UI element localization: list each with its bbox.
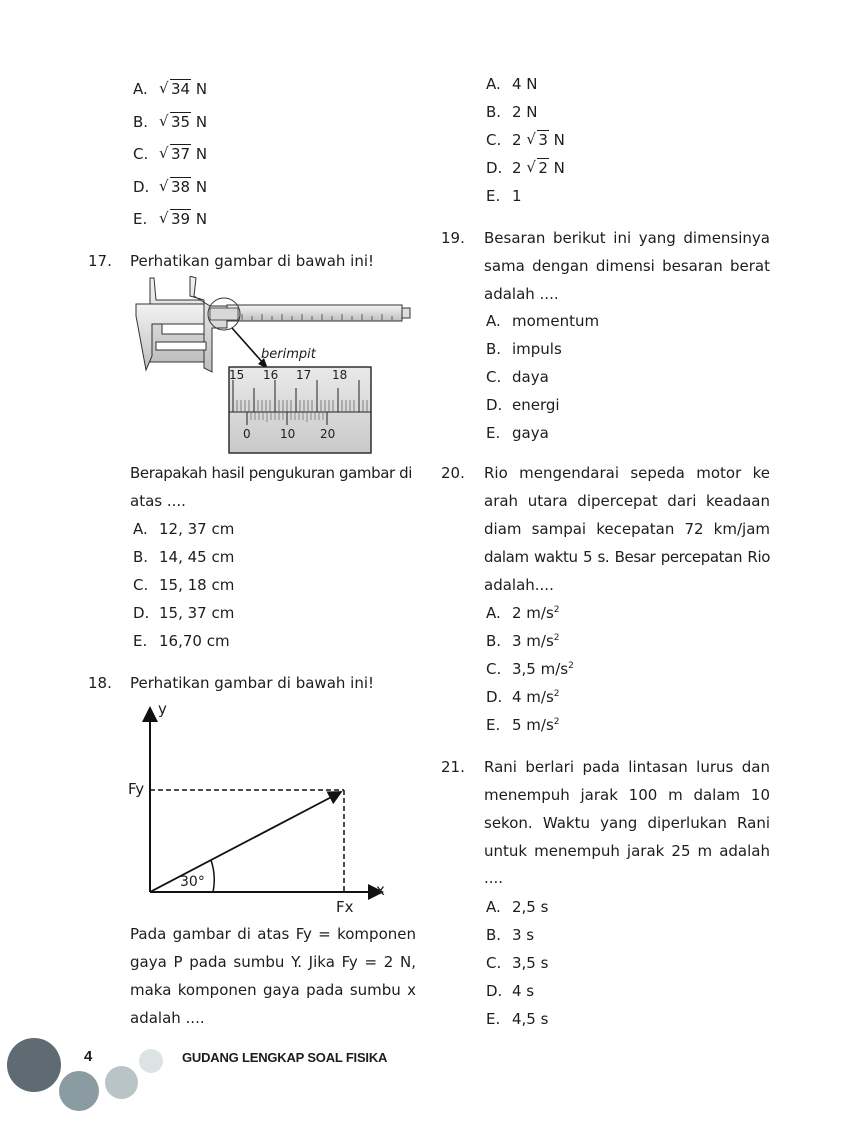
page-number: 4 (84, 1048, 93, 1065)
q17-number: 17. (88, 252, 112, 270)
sqrt-symbol: √ 35 (159, 112, 191, 132)
x-axis-label: x (376, 881, 385, 899)
sqrt-symbol: √ 2 (526, 158, 549, 178)
sqrt-symbol: √ 39 (159, 209, 191, 229)
q20-text-line: Rio mengendarai sepeda motor ke (484, 464, 770, 482)
vernier-caliper-figure (132, 276, 417, 456)
decorative-circle-icon (7, 1038, 61, 1092)
q18-option-d: D. 2 √ 2 N (486, 158, 565, 178)
decorative-circle-icon (105, 1066, 138, 1099)
q20-text-line: adalah.... (484, 576, 554, 594)
q17-question-line: Berapakah hasil pengukuran gambar di (130, 464, 413, 482)
q20-option-c: C. 3,5 $m/s^2$ (486, 660, 574, 678)
q17-option-c: C. 15, 18 cm (133, 576, 235, 594)
sqrt-symbol: √ 34 (159, 79, 191, 99)
q20-option-a: A. 2 $m/s^2$ (486, 604, 560, 622)
q18-text-line: gaya P pada sumbu Y. Jika Fy = 2 N, (130, 953, 416, 971)
sqrt-symbol: √ 37 (159, 144, 191, 164)
q18-option-e: E. 1 (486, 187, 522, 205)
q18-number: 18. (88, 674, 112, 692)
q16-option-c: C. √ 37 N (133, 144, 207, 164)
q21-text-line: sekon. Waktu yang diperlukan Rani (484, 814, 770, 832)
q17-option-b: B. 14, 45 cm (133, 548, 235, 566)
force-vector-diagram (120, 700, 400, 920)
q16-option-a: A. √ 34 N (133, 79, 207, 99)
vernier-scale-label: 10 (280, 427, 296, 441)
q19-text-line: adalah .... (484, 285, 559, 303)
vernier-caliper-icon (132, 276, 417, 456)
q20-text-line: arah utara dipercepat dari keadaan (484, 492, 770, 510)
book-title: GUDANG LENGKAP SOAL FISIKA (182, 1050, 388, 1065)
main-scale-label: 18 (332, 368, 348, 382)
q20-option-d: D. 4 $m/s^2$ (486, 688, 560, 706)
decorative-circle-icon (139, 1049, 163, 1073)
q19-option-e: E. gaya (486, 424, 549, 442)
berimpit-label: berimpit (261, 347, 316, 362)
q19-option-a: A. momentum (486, 312, 600, 330)
q19-option-b: B. impuls (486, 340, 562, 358)
q18-option-b: B. 2 N (486, 103, 538, 121)
fx-label: Fx (336, 898, 354, 916)
force-components-icon (120, 700, 400, 920)
main-scale-label: 16 (263, 368, 279, 382)
q18-option-a: A. 4 N (486, 75, 538, 93)
q21-option-d: D. 4 s (486, 982, 535, 1000)
vernier-scale-label: 20 (320, 427, 336, 441)
q19-option-c: C. daya (486, 368, 549, 386)
q17-question-line: atas .... (130, 492, 186, 510)
sqrt-symbol: √ 3 (526, 130, 549, 150)
q16-option-b: B. √ 35 N (133, 112, 207, 132)
fy-label: Fy (128, 780, 145, 798)
y-axis-label: y (158, 700, 167, 718)
q17-option-d: D. 15, 37 cm (133, 604, 235, 622)
decorative-circle-icon (59, 1071, 99, 1111)
q16-option-d: D. √ 38 N (133, 177, 207, 197)
vernier-scale-label: 0 (243, 427, 251, 441)
q18-text-line: Pada gambar di atas Fy = komponen (130, 925, 416, 943)
q20-text-line: dalam waktu 5 s. Besar percepatan Rio (484, 548, 770, 566)
q18-prompt: Perhatikan gambar di bawah ini! (130, 674, 375, 692)
q18-text-line: maka komponen gaya pada sumbu x (130, 981, 416, 999)
q18-text-line: adalah .... (130, 1009, 205, 1027)
q20-option-b: B. 3 $m/s^2$ (486, 632, 560, 650)
main-scale-label: 15 (229, 368, 245, 382)
q21-text-line: .... (484, 869, 504, 887)
q17-option-e: E. 16,70 cm (133, 632, 230, 650)
q21-option-a: A. 2,5 s (486, 898, 549, 916)
q21-text-line: menempuh jarak 100 m dalam 10 (484, 786, 770, 804)
q19-number: 19. (441, 229, 465, 247)
q20-option-e: E. 5 $m/s^2$ (486, 716, 560, 734)
q21-option-c: C. 3,5 s (486, 954, 549, 972)
q21-number: 21. (441, 758, 465, 776)
q21-text-line: Rani berlari pada lintasan lurus dan (484, 758, 770, 776)
q18-option-c: C. 2 √ 3 N (486, 130, 565, 150)
q21-option-b: B. 3 s (486, 926, 535, 944)
main-scale-label: 17 (296, 368, 312, 382)
q19-option-d: D. energi (486, 396, 560, 414)
q19-text-line: sama dengan dimensi besaran berat (484, 257, 770, 275)
sqrt-symbol: √ 38 (159, 177, 191, 197)
q17-option-a: A. 12, 37 cm (133, 520, 235, 538)
q20-number: 20. (441, 464, 465, 482)
q16-option-e: E. √ 39 N (133, 209, 207, 229)
q20-text-line: diam sampai kecepatan 72 km/jam (484, 520, 770, 538)
q17-prompt: Perhatikan gambar di bawah ini! (130, 252, 375, 270)
angle-label: 30° (180, 874, 205, 890)
q21-text-line: untuk menempuh jarak 25 m adalah (484, 842, 770, 860)
q21-option-e: E. 4,5 s (486, 1010, 549, 1028)
q19-text-line: Besaran berikut ini yang dimensinya (484, 229, 770, 247)
